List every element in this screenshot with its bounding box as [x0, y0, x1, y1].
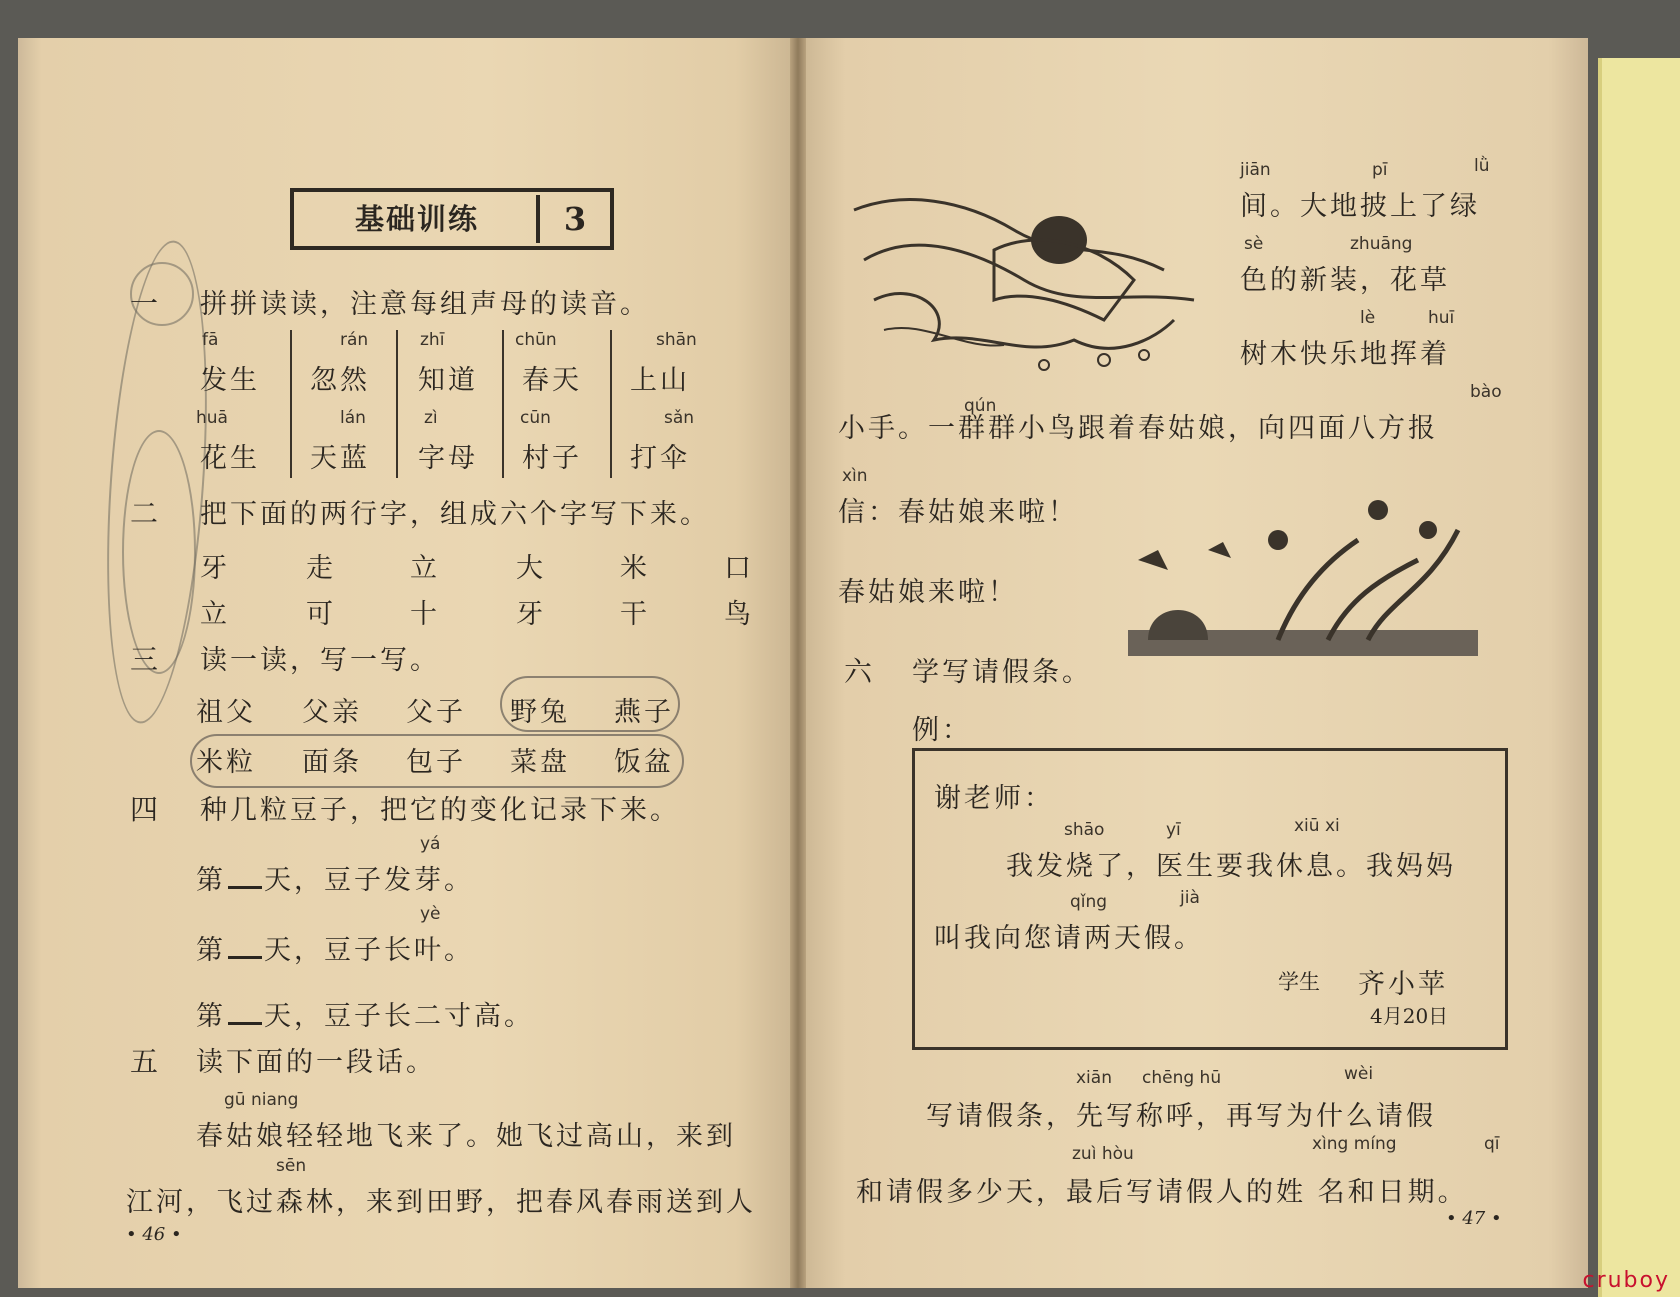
pinyin: yī	[1166, 820, 1181, 840]
pinyin: gū niang	[224, 1090, 299, 1110]
word: 包子	[406, 747, 466, 778]
passage-line: 信：春姑娘来啦！	[838, 497, 1078, 528]
fill-blank[interactable]	[228, 886, 262, 889]
character: 牙	[516, 599, 546, 630]
pinyin: zì	[424, 408, 438, 428]
pinyin: yá	[420, 834, 441, 854]
word: 米粒	[196, 747, 256, 778]
word: 发生	[200, 365, 260, 396]
pinyin: shāo	[1064, 820, 1105, 840]
pinyin: wèi	[1344, 1064, 1374, 1084]
word: 春天	[522, 365, 582, 396]
note-date: 4月20日	[1370, 1004, 1449, 1028]
pinyin: qǐng	[1070, 892, 1108, 912]
word: 知道	[418, 365, 478, 396]
section-1-instruction: 拼拼读读，注意每组声母的读音。	[200, 289, 650, 320]
passage-line: 色的新装，花草	[1240, 265, 1450, 296]
word: 面条	[302, 747, 362, 778]
pinyin: cūn	[520, 408, 551, 428]
section-5-instruction: 读下面的一段话。	[196, 1047, 436, 1078]
column-divider	[610, 330, 612, 478]
pinyin: jià	[1180, 888, 1200, 908]
section-4-number: 四	[130, 793, 162, 826]
pinyin: xìn	[842, 466, 868, 486]
pinyin: huī	[1428, 308, 1455, 328]
pinyin: sēn	[276, 1156, 307, 1176]
record-line-1: 第 天，豆子发芽。	[196, 865, 474, 896]
character: 牙	[200, 553, 230, 584]
pinyin: qún	[964, 396, 997, 416]
pinyin: lán	[340, 408, 366, 428]
passage-line: 间。大地披上了绿	[1240, 191, 1480, 222]
pinyin: fā	[202, 330, 219, 350]
pinyin: zuì hòu	[1072, 1144, 1134, 1164]
pinyin: chūn	[515, 330, 557, 350]
pinyin: qī	[1484, 1134, 1500, 1154]
character: 走	[306, 553, 336, 584]
word: 祖父	[196, 697, 256, 728]
pinyin: sè	[1244, 234, 1264, 254]
birds-and-flowers-illustration	[1128, 500, 1478, 660]
pinyin: zhī	[420, 330, 445, 350]
character: 鸟	[724, 599, 754, 630]
page-number: • 46 •	[126, 1224, 182, 1245]
character: 大	[516, 553, 546, 584]
word: 字母	[418, 443, 478, 474]
pinyin: jiān	[1240, 160, 1271, 180]
pinyin: shān	[656, 330, 697, 350]
section-2-number: 二	[130, 497, 162, 530]
pinyin: lǜ	[1474, 156, 1490, 176]
character: 米	[620, 553, 650, 584]
instruction-paragraph: 写请假条，先写称呼，再写为什么请假	[926, 1101, 1436, 1132]
record-line-3: 第 天，豆子长二寸高。	[196, 1001, 534, 1032]
pinyin: xiū xi	[1294, 816, 1340, 836]
note-signer-label: 学生	[1278, 970, 1320, 994]
column-divider	[502, 330, 504, 478]
section-3-number: 三	[130, 643, 162, 676]
column-divider	[396, 330, 398, 478]
character: 十	[410, 599, 440, 630]
word: 村子	[522, 443, 582, 474]
instruction-paragraph: 和请假多少天，最后写请假人的姓 名和日期。	[856, 1177, 1468, 1208]
section-2-instruction: 把下面的两行字，组成六个字写下来。	[200, 499, 710, 530]
pinyin: xiān	[1076, 1068, 1112, 1088]
header-title: 基础训练	[298, 195, 540, 243]
word: 饭盆	[614, 747, 674, 778]
book-spine	[790, 38, 806, 1288]
passage-line: 春姑娘来啦！	[838, 577, 1018, 608]
word: 燕子	[614, 697, 674, 728]
pinyin: sǎn	[664, 408, 695, 428]
section-4-instruction: 种几粒豆子，把它的变化记录下来。	[200, 795, 680, 826]
passage-line: 小手。一群群小鸟跟着春姑娘，向四面八方报	[838, 413, 1438, 444]
fill-blank[interactable]	[228, 956, 262, 959]
passage-line: 江河，飞过森林，来到田野，把春风春雨送到人	[126, 1187, 756, 1218]
pinyin: bào	[1470, 382, 1502, 402]
section-5-number: 五	[130, 1045, 162, 1078]
record-line-2: 第 天，豆子长叶。	[196, 935, 474, 966]
fill-blank[interactable]	[228, 1022, 262, 1025]
section-3-instruction: 读一读，写一写。	[200, 645, 440, 676]
exercise-header	[290, 188, 614, 250]
adjacent-book-edge	[1598, 58, 1680, 1297]
example-label: 例：	[912, 715, 972, 746]
passage-line: 春姑娘轻轻地飞来了。她飞过高山，来到	[196, 1121, 736, 1152]
word: 忽然	[310, 365, 370, 396]
flying-spring-girl-illustration	[844, 170, 1224, 380]
note-body: 叫我向您请两天假。	[934, 923, 1204, 954]
column-divider	[290, 330, 292, 478]
header-number: 3	[563, 200, 587, 238]
word: 父亲	[302, 697, 362, 728]
section-1-number: 一	[130, 287, 162, 320]
word: 花生	[200, 443, 260, 474]
note-body: 我发烧了，医生要我休息。我妈妈	[1006, 851, 1456, 882]
page-number: • 47 •	[1446, 1208, 1502, 1229]
character: 口	[724, 553, 754, 584]
pinyin: chēng hū	[1142, 1068, 1222, 1088]
character: 可	[306, 599, 336, 630]
word: 菜盘	[510, 747, 570, 778]
word: 父子	[406, 697, 466, 728]
word: 野兔	[510, 697, 570, 728]
watermark: cruboy	[1582, 1268, 1670, 1293]
note-signer: 齐小苹	[1358, 969, 1448, 1000]
pinyin: zhuāng	[1350, 234, 1413, 254]
word: 上山	[630, 365, 690, 396]
section-6-number: 六	[844, 655, 876, 688]
pinyin: pī	[1372, 160, 1388, 180]
pinyin: rán	[340, 330, 369, 350]
character: 立	[410, 553, 440, 584]
character: 立	[200, 599, 230, 630]
pinyin: xìng míng	[1312, 1134, 1397, 1154]
pinyin: yè	[420, 904, 441, 924]
passage-line: 树木快乐地挥着	[1240, 339, 1450, 370]
note-salutation: 谢老师：	[934, 783, 1054, 814]
word: 天蓝	[310, 443, 370, 474]
section-6-instruction: 学写请假条。	[912, 657, 1092, 688]
pinyin: lè	[1360, 308, 1376, 328]
pinyin: huā	[196, 408, 228, 428]
character: 干	[620, 599, 650, 630]
word: 打伞	[630, 443, 690, 474]
